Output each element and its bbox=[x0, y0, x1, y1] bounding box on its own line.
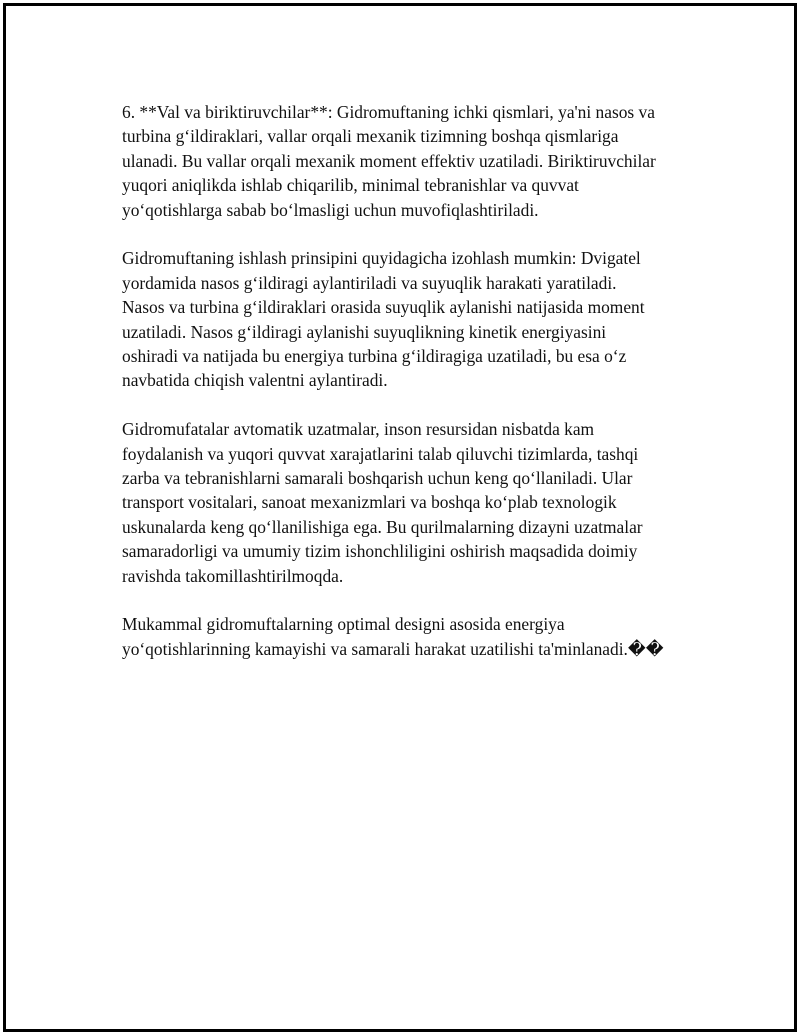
paragraph-working-principle: Gidromuftaning ishlash prinsipini quyidagicha izohlash mumkin: Dvigatel yordamida nasos g‘ildiragi aylantiriladi va suyuqlik harakati yaratiladi. Nasos va turbina g‘ildiraklari orasida suyuqlik aylanishi natijasida moment uzatiladi. Nasos g‘ildiragi aylanishi suyuqlikning kinetik energiyasini oshiradi va natijada bu energiya turbina g‘ildiragiga uzatiladi, bu esa o‘z navbatida chiqish valentni aylantiradi. bbox=[122, 248, 645, 391]
page-frame bbox=[3, 3, 797, 1032]
document-body bbox=[122, 100, 702, 686]
paragraph-applications: Gidromufatalar avtomatik uzatmalar, inson resursidan nisbatda kam foydalanish va yuqori quvvat xarajatlarini talab qiluvchi tizimlarda, tashqi zarba va tebranishlarni samarali boshqarish uchun keng qo‘llaniladi. Ular transport vositalari, sanoat mexanizmlari va boshqa ko‘plab texnologik uskunalarda keng qo‘llanilishiga ega. Bu qurilmalarning dizayni uzatmalar samaradorligi va umumiy tizim ishonchliligini oshirish maqsadida doimiy ravishda takomillashtirilmoqda. bbox=[122, 419, 643, 586]
paragraph-conclusion: Mukammal gidromuftalarning optimal designi asosida energiya yo‘qotishlarinning kamayishi va samarali harakat uzatilishi ta'minlanadi.�� bbox=[122, 614, 664, 659]
paragraph-couplings: 6. **Val va biriktiruvchilar**: Gidromuftaning ichki qismlari, ya'ni nasos va turbina g‘ildiraklari, vallar orqali mexanik tizimning boshqa qismlariga ulanadi. Bu vallar orqali mexanik moment effektiv uzatiladi. Biriktiruvchilar yuqori aniqlikda ishlab chiqarilib, minimal tebranishlar va quvvat yo‘qotishlarga sabab bo‘lmasligi uchun muvofiqlashtiriladi. bbox=[122, 102, 656, 220]
